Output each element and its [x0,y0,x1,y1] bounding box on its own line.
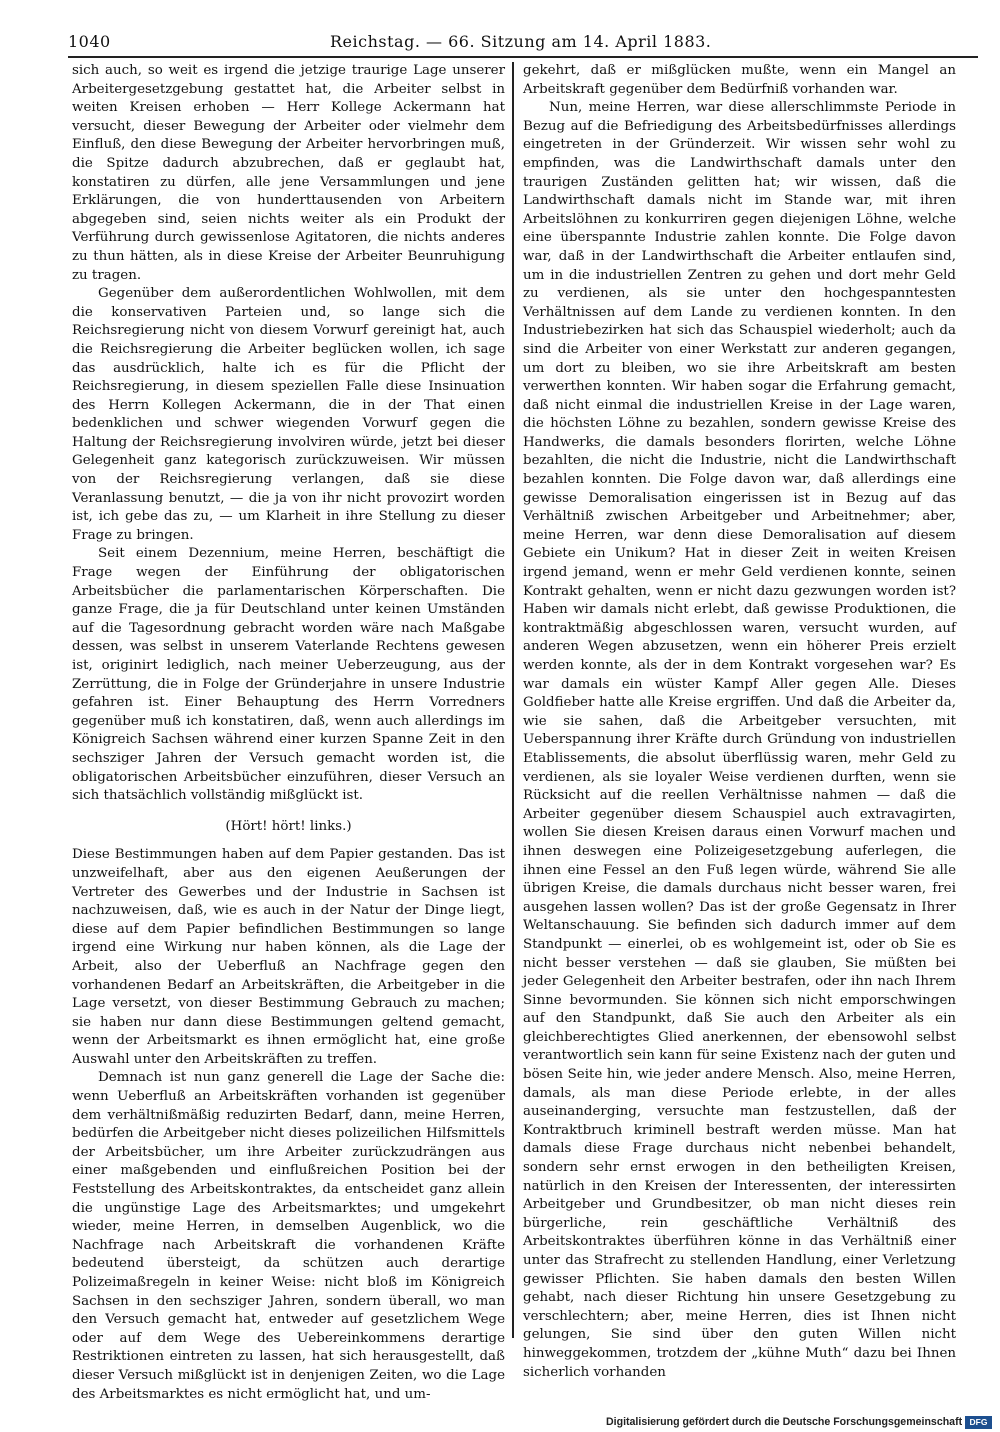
paragraph: Nun, meine Herren, war diese allerschlimmste Periode in Bezug auf die Befriedigung des Arbeitsbedürfnisses allerdings eingetreten in der Gründerzeit. Wir wissen sehr wohl zu empfinden, was die Landwirthschaft damals unter den traurigen Zuständen gelitten hat; wir wissen, daß die Landwirthschaft damals nicht im Stande war, mit ihren Arbeitslöhnen zu konkurriren gegen diejenigen Löhne, welche eine überspannte Industrie zahlen konnte. Die Folge davon war, daß in der Landwirthschaft die Arbeiter entlaufen sind, um in die industriellen Zentren zu gehen und dort mehr Geld zu verdienen, als sie unter den hochgespanntesten Verhältnissen auf dem Lande zu verdienen konnten. In den Industriebezirken hat sich das Schauspiel wiederholt; auch da sind die Arbeiter von einer Werkstatt zur anderen gegangen, um dort zu bleiben, wo sie ihre Arbeitskraft am besten verwerthen konnten. Wir haben sogar die Erfahrung gemacht, daß nicht einmal die industriellen Kreise in der Lage waren, die höchsten Löhne zu bezahlen, sondern gewisse Kreise des Handwerks, die damals besonders florirten, welche Löhne bezahlten, die nicht die Industrie, nicht die Landwirthschaft bezahlen konnten. Die Folge davon war, daß allerdings eine gewisse Demoralisation eingerissen ist in Bezug auf das Verhältniß zwischen Arbeitgeber und Arbeitnehmer; aber, meine Herren, war denn diese Demoralisation auf diesem Gebiete ein Unikum? Hat in dieser Zeit in weiten Kreisen irgend jemand, wenn er mehr Geld verdienen konnte, seinen Kontrakt gehalten, wenn er nicht dazu gezwungen worden ist? Haben wir damals nicht erlebt, daß gewisse Produktionen, die kontraktmäßig abgeschlossen waren, versucht wurden, auf anderen Wegen abzusetzen, wenn ein höherer Preis erzielt werden konnte, als der in dem Kontrakt vorgesehen war? Es war damals ein wüster Kampf Aller gegen Alle. Dieses Goldfieber hatte alle Kreise ergriffen. Und daß die Arbeiter da, wie sie sahen, daß die Arbeitgeber versuchten, mit Ueberspannung ihrer Kräfte durch Gründung von industriellen Etablissements, die absolut überflüssig waren, mehr Geld zu verdienen, als sie loyaler Weise verdienen durften, wenn sie Rücksicht auf die reellen Verhältnisse nahmen — daß die Arbeiter gegenüber diesem Schauspiel auch extravagirten, wollen Sie diesen Kreisen daraus einen Vorwurf machen und ihnen deswegen eine Polizeigesetzgebung auferlegen, die ihnen eine Fessel an den Fuß legen würde, während Sie alle übrigen Kreise, die damals durchaus nicht besser waren, frei ausgehen lassen wollen? Das ist der große Gegensatz in Ihrer Weltanschauung. Sie befinden sich dadurch immer auf dem Standpunkt — einerlei, ob es wohlgemeint ist, oder ob Sie es nicht besser verstehen — daß sie glauben, Sie müßten bei jeder Gelegenheit den Arbeiter bestrafen, oder ihn nach Ihrem Sinne bevormunden. Sie können sich nicht emporschwingen auf den Standpunkt, daß Sie auch den Arbeiter als ein gleichberechtigtes Glied anerkennen, der ebensowohl selbst verantwortlich sein kann für seine Existenz nach der guten und bösen Seite hin, wie jeder andere Mensch. Also, meine Herren, damals, als man diese Periode erlebte, in der alles auseinanderging, versuchte man festzustellen, daß der Kontraktbruch kriminell bestraft werden müsse. Man hat damals diese Frage durchaus nicht nebenbei behandelt, sondern sehr ernst erwogen in den betheiligten Kreisen, natürlich in den Kreisen der Interessenten, der interessirten Arbeitgeber und Grundbesitzer, ob man nicht dieses rein bürgerliche, rein geschäftliche Verhältniß des Arbeitskontraktes überführen könne in das Verhältniß einer unter das Strafrecht zu stellenden Handlung, einer Verletzung gewisser Pflichten. Sie haben damals den besten Willen gehabt, nach dieser Richtung hin unsere Gesetzgebung zu verschlechtern; aber, meine Herren, dies ist Ihnen nicht gelungen, Sie sind über den guten Willen nicht hinweggekommen, trotzdem der „kühne Muth“ dazu bei Ihnen sicherlich vorhanden [523,100,956,1380]
paragraph: Gegenüber dem außerordentlichen Wohlwollen, mit dem die konservativen Parteien und, so lange sich die Reichsregierung nicht von diesem Vorwurf gereinigt hat, auch die Reichsregierung die Arbeiter beglücken wollen, ich sage das ausdrücklich, halte ich es für die Pflicht der Reichsregierung, in diesem speziellen Falle diese Insinuation des Herrn Kollegen Ackermann, die in der That einen bedenklichen und schwer wiegenden Vorwurf gegen die Haltung der Reichsregierung involviren würde, jetzt bei dieser Gelegenheit ganz kategorisch zurückzuweisen. Wir müssen von der Reichsregierung verlangen, daß sie diese Veranlassung benutzt, — die ja von ihr nicht provozirt worden ist, ich gebe das zu, — um Klarheit in ihre Stellung zu dieser Frage zu bringen. [72,286,505,543]
paragraph: Diese Bestimmungen haben auf dem Papier gestanden. Das ist unzweifelhaft, aber aus den eigenen Aeußerungen der Vertreter des Gewerbes und der Industrie in Sachsen ist nachzuweisen, daß, wie es auch in der Natur der Dinge liegt, diese auf dem Papier befindlichen Bestimmungen so lange irgend eine Wirkung nur haben können, als die Lage der Arbeit, also der Ueberfluß an Nachfrage gegen den vorhandenen Bedarf an Arbeitskräften, die Arbeitgeber in die Lage versetzt, von dieser Bestimmung Gebrauch zu machen; sie haben nur dann diese Bestimmungen geltend gemacht, wenn der Arbeitsmarkt es ihnen ermöglicht hat, eine große Auswahl unter den Arbeitskräften zu treffen. [72,847,505,1067]
paragraph: Seit einem Dezennium, meine Herren, beschäftigt die Frage wegen der Einführung der obligatorischen Arbeitsbücher die parlamentarischen Körperschaften. Die ganze Frage, die ja für Deutschland unter keinen Umständen auf die Tagesordnung gebracht worden wäre nach Maßgabe dessen, was selbst in unserem Vaterlande Rechtens gewesen ist, originirt lediglich, nach meiner Ueberzeugung, aus der Zerrüttung, die in Folge der Gründerjahre in unsere Industrie gefahren ist. Einer Behauptung des Herrn Vorredners gegenüber muß ich konstatiren, daß, wenn auch allerdings im Königreich Sachsen während einer kurzen Spanne Zeit in den sechsziger Jahren der Versuch gemacht worden ist, die obligatorischen Arbeitsbücher einzuführen, dieser Versuch an sich thatsächlich vollständig mißglückt ist. [72,546,505,804]
left-column [72,62,505,1404]
column-separator [512,62,514,1338]
paragraph: Demnach ist nun ganz generell die Lage der Sache die: wenn Ueberfluß an Arbeitskräften vorhanden ist gegenüber dem verhältnißmäßig reduzirten Bedarf, dann, meine Herren, bedürfen die Arbeitgeber nicht dieses polizeilichen Hilfsmittels der Arbeitsbücher, um ihre Arbeiter zurückzudrängen aus einer maßgebenden und einflußreichen Position bei der Feststellung des Arbeitskontraktes, da entscheidet ganz allein die ungünstige Lage des Arbeitsmarktes; und umgekehrt wieder, meine Herren, in demselben Augenblick, wo die Nachfrage nach Arbeitskraft die vorhandenen Kräfte bedeutend übersteigt, da schützen auch derartige Polizeimaßregeln in keiner Weise: nicht bloß im Königreich Sachsen in den sechsziger Jahren, sondern überall, wo man den Versuch gemacht hat, entweder auf gesetzlichem Wege oder auf dem Wege des Uebereinkommens derartige Restriktionen eintreten zu lassen, hat sich herausgestellt, daß dieser Versuch mißglückt ist in denjenigen Zeiten, wo die Lage des Arbeitsmarktes es nicht ermöglicht hat, und um- [72,1070,505,1402]
dfg-logo: DFG [965,1416,992,1429]
running-title: Reichstag. — 66. Sitzung am 14. April 1883. [330,32,712,51]
paragraph: sich auch, so weit es irgend die jetzige traurige Lage unserer Arbeitergesetzgebung gestattet hat, die Arbeiter selbst in weiten Kreisen erhoben — Herr Kollege Ackermann hat versucht, dieser Bewegung der Arbeiter oder vielmehr dem Einfluß, den diese Bewegung der Arbeiter hervorbringen muß, die Spitze dadurch abzubrechen, daß er geglaubt hat, konstatiren zu dürfen, alle jene Versammlungen und jene Erklärungen, die von hunderttausenden von Arbeitern abgegeben sind, seien nichts weiter als ein Produkt der Verführung durch gewissenlose Agitatoren, die nichts anderes zu thun hätten, als in diese Kreise der Arbeiter Beunruhigung zu tragen. [72,63,505,283]
digitization-credit: Digitalisierung gefördert durch die Deutsche Forschungsgemeinschaft [606,1416,963,1428]
page-number: 1040 [68,32,111,51]
right-column [523,62,956,1382]
paragraph: gekehrt, daß er mißglücken mußte, wenn ein Mangel an Arbeitskraft gegenüber dem Bedürfniß vorhanden war. [523,63,956,97]
page-header [68,28,978,54]
interjection: (Hört! hört! links.) [225,818,352,834]
header-rule [68,56,978,58]
